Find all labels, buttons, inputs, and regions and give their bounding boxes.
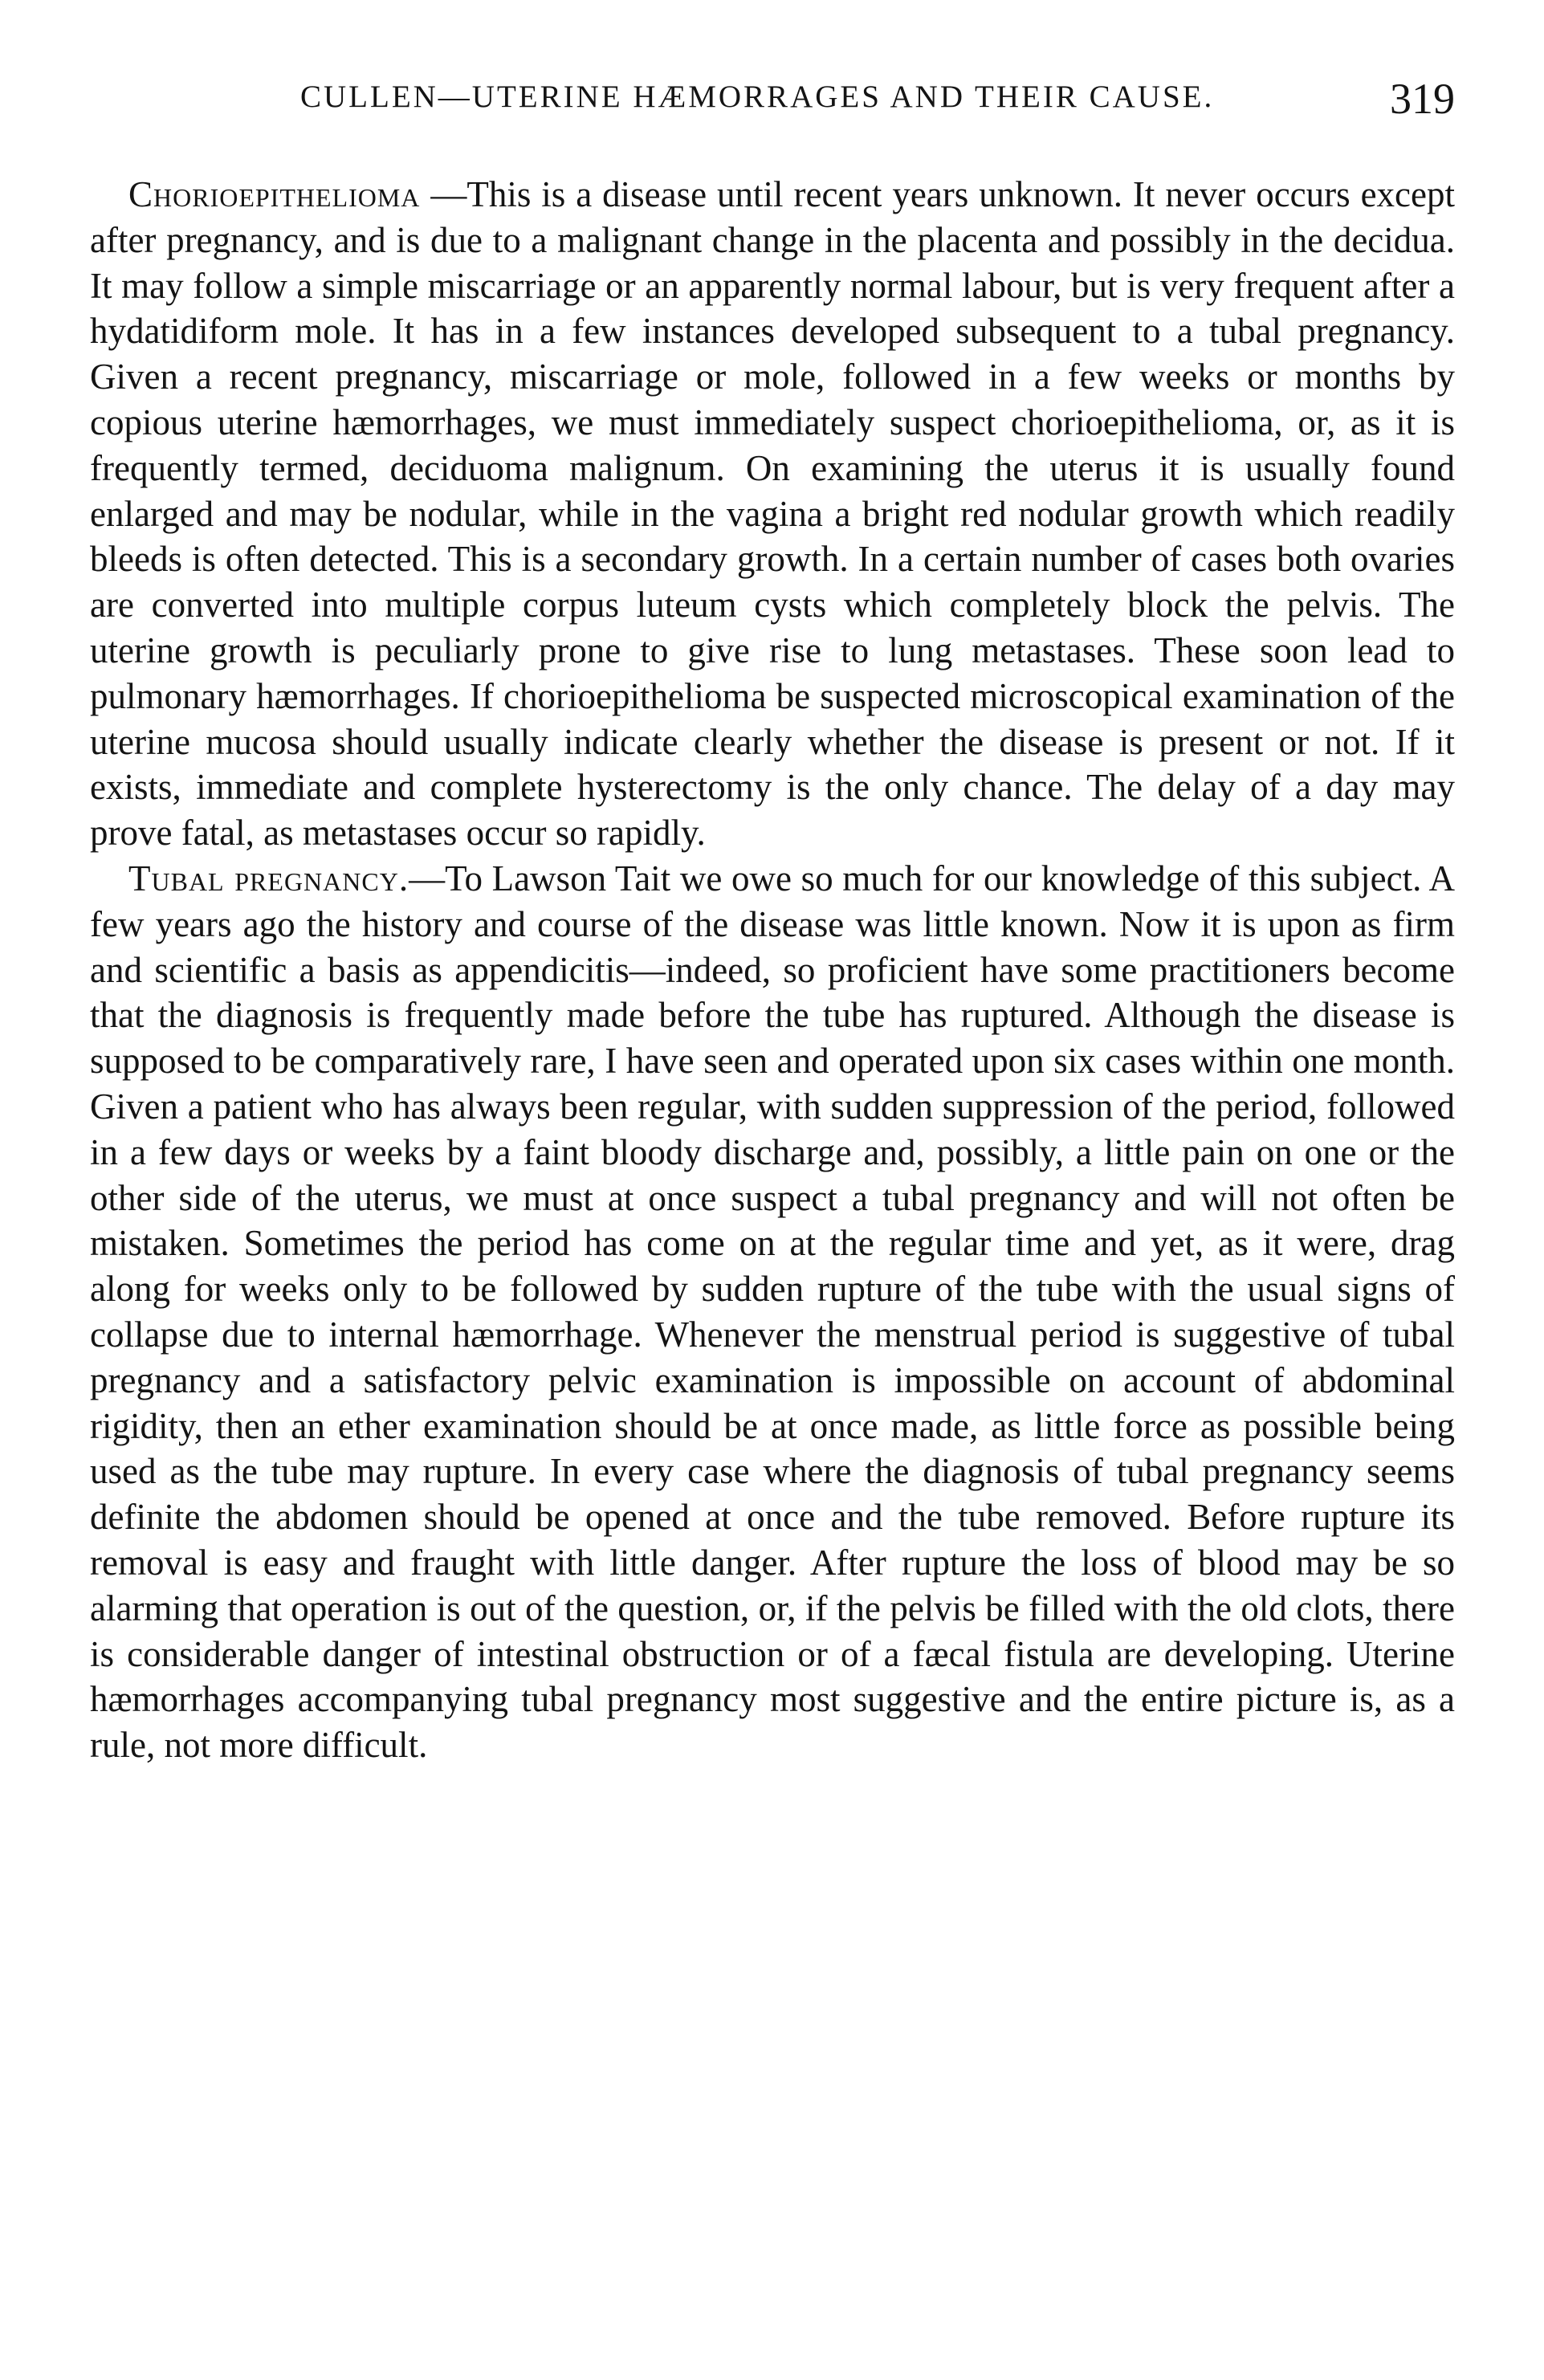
running-head (90, 74, 1455, 138)
body-text (90, 172, 1455, 1768)
paragraph-chorioepithelioma (90, 172, 1455, 856)
paragraph-tubal-pregnancy (90, 856, 1455, 1768)
paragraph-body: —To Lawson Tait we owe so much for our knowledge of this subject. A few years ago the history and course of the disease was little known. Now it is upon as firm and scientific a basis as appendicitis—indeed, so proficient have some practitioners become that the diagnosis is frequently made before the tube has ruptured. Although the disease is supposed to be comparatively rare, I have seen and operated upon six cases within one month. Given a patient who has always been regular, with sudden suppression of the period, followed in a few days or weeks by a faint bloody discharge and, possibly, a little pain on one or the other side of the uterus, we must at once suspect a tubal pregnancy and will not often be mistaken. Sometimes the period has come on at the regular time and yet, as it were, drag along for weeks only to be followed by sudden rupture of the tube with the usual signs of collapse due to internal hæmorrhage. Whenever the menstrual period is suggestive of tubal pregnancy and a satisfactory pelvic examination is impossible on account of abdominal rigidity, then an ether examination should be at once made, as little force as possible being used as the tube may rupture. In every case where the diagnosis of tubal pregnancy seems definite the abdomen should be opened at once and the tube removed. Before rupture its removal is easy and fraught with little danger. After rupture the loss of blood may be so alarming that operation is out of the question, or, if the pelvis be filled with the old clots, there is considerable danger of intestinal obstruction or of a fæcal fistula are developing. Uterine hæmorrhages accompanying tubal pregnancy most suggestive and the entire picture is, as a rule, not more difficult. (90, 858, 1455, 1766)
running-head-title: CULLEN—UTERINE HÆMORRAGES AND THEIR CAUSE. (300, 79, 1215, 114)
section-heading-chorioepithelioma: Chorioepithelioma (128, 174, 421, 214)
paragraph-body: —This is a disease until recent years unknown. It never occurs except after pregnancy, and is due to a malignant change in the placenta and possibly in the decidua. It may follow a simple miscarriage or an apparently normal labour, but is very frequent after a hydatidiform mole. It has in a few instances developed subsequent to a tubal pregnancy. Given a recent pregnancy, miscarriage or mole, followed in a few weeks or months by copious uterine hæmorrhages, we must immediately suspect chorioepithelioma, or, as it is frequently termed, deciduoma malignum. On examining the uterus it is usually found enlarged and may be nodular, while in the vagina a bright red nodular growth which readily bleeds is often detected. This is a secondary growth. In a certain number of cases both ovaries are converted into multiple corpus luteum cysts which completely block the pelvis. The uterine growth is peculiarly prone to give rise to lung metastases. These soon lead to pulmonary hæmorrhages. If chorioepithelioma be suspected microscopical examination of the uterine mucosa should usually indicate clearly whether the disease is present or not. If it exists, immediate and complete hysterectomy is the only chance. The delay of a day may prove fatal, as metastases occur so rapidly. (90, 174, 1455, 854)
page-number: 319 (1390, 75, 1455, 123)
section-heading-tubal-pregnancy: Tubal pregnancy. (128, 858, 409, 899)
book-page (90, 0, 1455, 2380)
